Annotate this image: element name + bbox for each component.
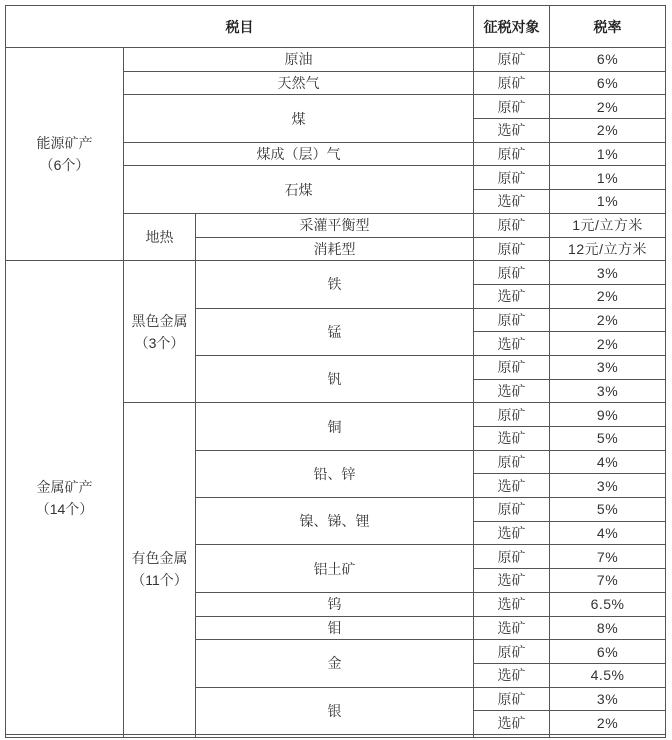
- item-name: 消耗型: [196, 237, 474, 261]
- tax-object: 选矿: [474, 616, 550, 640]
- subcategory-geothermal: 地热: [124, 213, 196, 260]
- tax-rate: 2%: [550, 711, 666, 735]
- item-name: 锰: [196, 308, 474, 355]
- tax-object: 原矿: [474, 308, 550, 332]
- table-cell: [550, 734, 666, 737]
- subcategory-label: 黑色金属: [131, 312, 188, 329]
- item-name: 采灌平衡型: [196, 213, 474, 237]
- tax-rate: 4%: [550, 450, 666, 474]
- tax-object: 选矿: [474, 711, 550, 735]
- tax-rate: 3%: [550, 355, 666, 379]
- item-name: 铅、锌: [196, 450, 474, 497]
- tax-object: 原矿: [474, 71, 550, 95]
- category-count: （6个）: [39, 157, 90, 174]
- tax-rate: 6%: [550, 71, 666, 95]
- table-row-cutoff: [6, 734, 666, 737]
- tax-object: 原矿: [474, 498, 550, 522]
- category-energy: [6, 48, 124, 261]
- category-label: 能源矿产: [36, 135, 93, 152]
- table-cell: [124, 734, 196, 737]
- category-count: （14个）: [35, 500, 94, 517]
- tax-object: 选矿: [474, 592, 550, 616]
- subcategory-count: （11个）: [131, 571, 188, 588]
- item-name: 金: [196, 640, 474, 687]
- tax-rate: 6%: [550, 640, 666, 664]
- subcategory-label: 有色金属: [131, 549, 188, 566]
- tax-rate: 4%: [550, 521, 666, 545]
- tax-object: 选矿: [474, 427, 550, 451]
- subcategory-ferrous: [124, 261, 196, 403]
- tax-rate: 9%: [550, 403, 666, 427]
- item-name: 煤: [124, 95, 474, 142]
- item-name: 钼: [196, 616, 474, 640]
- tax-rate: 3%: [550, 474, 666, 498]
- tax-rate: 8%: [550, 616, 666, 640]
- item-name: 银: [196, 687, 474, 734]
- item-name: 天然气: [124, 71, 474, 95]
- category-metal: [6, 261, 124, 735]
- tax-object: 原矿: [474, 95, 550, 119]
- tax-object: 原矿: [474, 48, 550, 72]
- tax-rate: 2%: [550, 119, 666, 143]
- tax-object: 原矿: [474, 237, 550, 261]
- tax-object: 选矿: [474, 379, 550, 403]
- tax-rate: 1%: [550, 166, 666, 190]
- table-row: [6, 261, 666, 285]
- header-tax-rate: 税率: [550, 6, 666, 48]
- tax-object: 原矿: [474, 142, 550, 166]
- tax-rate: 12元/立方米: [550, 237, 666, 261]
- subcategory-count: （3个）: [134, 334, 185, 351]
- tax-object: 原矿: [474, 640, 550, 664]
- tax-object: 选矿: [474, 284, 550, 308]
- header-row: [6, 6, 666, 48]
- tax-object: 原矿: [474, 261, 550, 285]
- tax-rate: 1元/立方米: [550, 213, 666, 237]
- resource-tax-table: [5, 5, 666, 738]
- tax-object: 原矿: [474, 213, 550, 237]
- tax-object: 选矿: [474, 474, 550, 498]
- item-name: 镍、锑、锂: [196, 498, 474, 545]
- tax-object: 选矿: [474, 569, 550, 593]
- tax-rate: 5%: [550, 498, 666, 522]
- tax-object: 原矿: [474, 450, 550, 474]
- tax-rate: 1%: [550, 190, 666, 214]
- tax-object: 选矿: [474, 663, 550, 687]
- table-cell: [6, 734, 124, 737]
- tax-object: 选矿: [474, 332, 550, 356]
- tax-rate: 3%: [550, 261, 666, 285]
- table-cell: [196, 734, 474, 737]
- item-name: 原油: [124, 48, 474, 72]
- table-cell: [474, 734, 550, 737]
- item-name: 石煤: [124, 166, 474, 213]
- header-tax-object: 征税对象: [474, 6, 550, 48]
- tax-rate: 4.5%: [550, 663, 666, 687]
- tax-object: 选矿: [474, 521, 550, 545]
- tax-object: 原矿: [474, 687, 550, 711]
- tax-rate: 1%: [550, 142, 666, 166]
- header-tax-item: 税目: [6, 6, 474, 48]
- item-name: 钒: [196, 355, 474, 402]
- tax-object: 选矿: [474, 119, 550, 143]
- item-name: 钨: [196, 592, 474, 616]
- table-row: [6, 48, 666, 72]
- tax-rate: 6.5%: [550, 592, 666, 616]
- tax-rate: 3%: [550, 687, 666, 711]
- tax-rate: 2%: [550, 284, 666, 308]
- tax-rate: 3%: [550, 379, 666, 403]
- tax-rate: 6%: [550, 48, 666, 72]
- item-name: 煤成（层）气: [124, 142, 474, 166]
- subcategory-nonferrous: [124, 403, 196, 735]
- tax-object: 原矿: [474, 166, 550, 190]
- item-name: 铁: [196, 261, 474, 308]
- tax-object: 原矿: [474, 545, 550, 569]
- tax-object: 原矿: [474, 355, 550, 379]
- tax-object: 原矿: [474, 403, 550, 427]
- tax-rate: 7%: [550, 569, 666, 593]
- tax-rate: 2%: [550, 332, 666, 356]
- tax-rate: 2%: [550, 95, 666, 119]
- category-label: 金属矿产: [36, 478, 93, 495]
- tax-rate: 2%: [550, 308, 666, 332]
- tax-object: 选矿: [474, 190, 550, 214]
- item-name: 铜: [196, 403, 474, 450]
- tax-rate: 7%: [550, 545, 666, 569]
- tax-rate: 5%: [550, 427, 666, 451]
- item-name: 铝土矿: [196, 545, 474, 592]
